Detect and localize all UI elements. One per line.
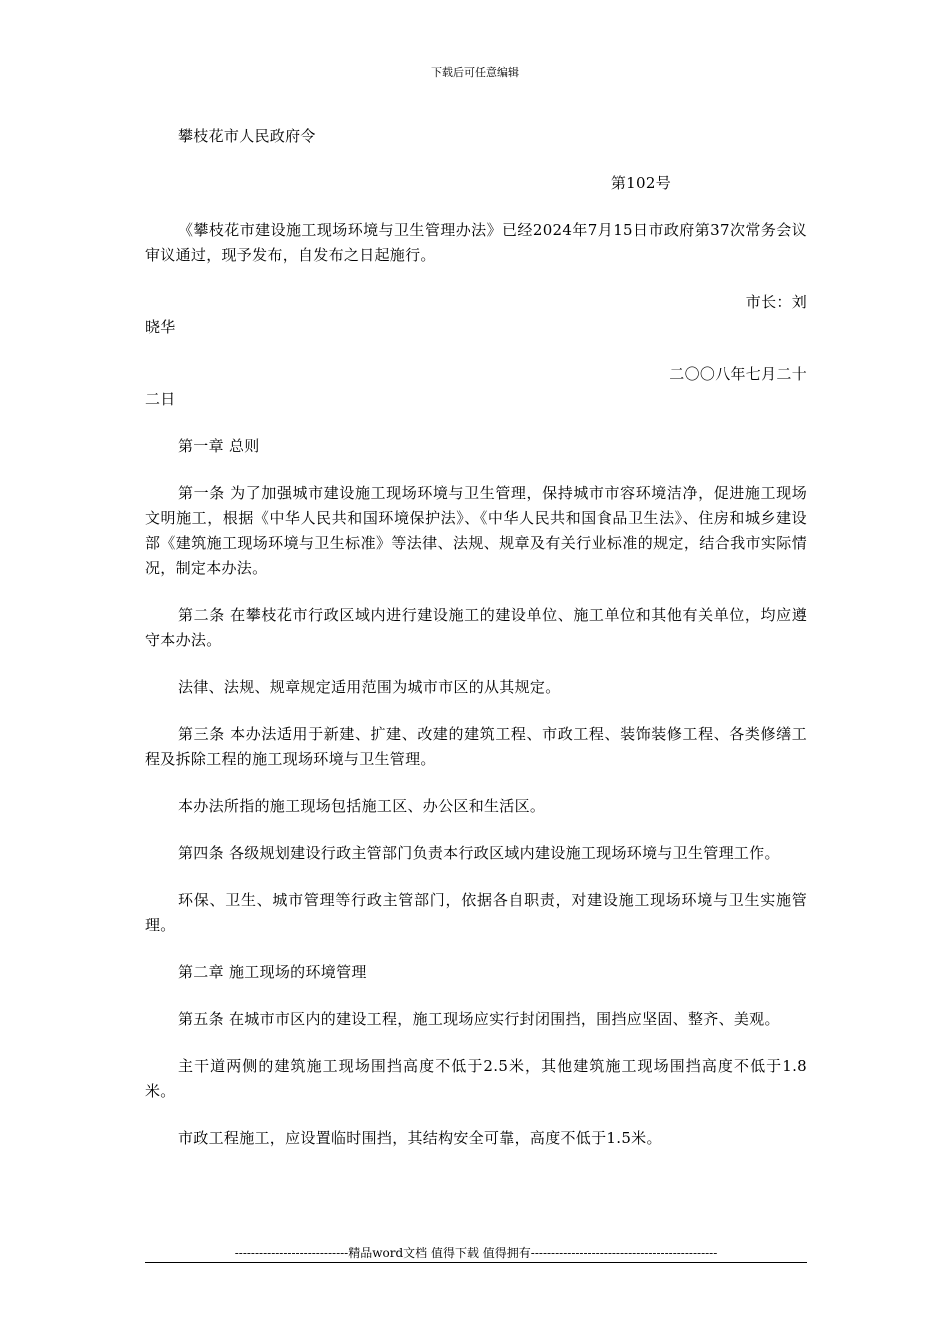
- mayor-signature: [145, 290, 807, 340]
- article-2-paragraph-2: 法律、法规、规章规定适用范围为城市市区的从其规定。: [178, 678, 561, 696]
- footer-text: ----------------------------精品word文档 值得下载 值得拥有----------------------------------------------: [234, 1246, 718, 1260]
- article-5-paragraph-3: 市政工程施工，应设置临时围挡，其结构安全可靠，高度不低于1.5米。: [178, 1129, 662, 1147]
- article-5-paragraph-2: 主干道两侧的建筑施工现场围挡高度不低于2.5米，其他建筑施工现场围挡高度不低于1.8米。: [145, 1057, 807, 1100]
- article-3: 第三条 本办法适用于新建、扩建、改建的建筑工程、市政工程、装饰装修工程、各类修缮工程及拆除工程的施工现场环境与卫生管理。: [145, 725, 807, 768]
- article-5: 第五条 在城市市区内的建设工程，施工现场应实行封闭围挡，围挡应坚固、整齐、美观。: [178, 1010, 780, 1028]
- article-4-paragraph-2: 环保、卫生、城市管理等行政主管部门，依据各自职责，对建设施工现场环境与卫生实施管理。: [145, 891, 807, 934]
- article-4: 第四条 各级规划建设行政主管部门负责本行政区域内建设施工现场环境与卫生管理工作。: [178, 844, 780, 862]
- footer-rule: [145, 1262, 807, 1263]
- issue-date: [145, 362, 807, 412]
- article-3-paragraph-2: 本办法所指的施工现场包括施工区、办公区和生活区。: [178, 797, 546, 815]
- document-body: [145, 124, 807, 1173]
- date-line-2: 二日: [145, 390, 176, 408]
- mayor-line-1: 市长：刘: [745, 293, 807, 311]
- article-2: 第二条 在攀枝花市行政区域内进行建设施工的建设单位、施工单位和其他有关单位，均应遵守本办法。: [145, 606, 807, 649]
- page-footer: [145, 1246, 807, 1263]
- chapter-1-title: 第一章 总则: [178, 437, 260, 455]
- date-line-1: 二〇〇八年七月二十: [669, 365, 807, 383]
- issuer-title: 攀枝花市人民政府令: [178, 127, 316, 145]
- header-note: 下载后可任意编辑: [431, 66, 519, 79]
- order-number: 第102号: [610, 174, 671, 192]
- chapter-2-title: 第二章 施工现场的环境管理: [178, 963, 367, 981]
- promulgation-paragraph: 《攀枝花市建设施工现场环境与卫生管理办法》已经2024年7月15日市政府第37次常务会议审议通过，现予发布，自发布之日起施行。: [145, 221, 807, 264]
- mayor-line-2: 晓华: [145, 318, 176, 336]
- article-1: 第一条 为了加强城市建设施工现场环境与卫生管理，保持城市市容环境洁净，促进施工现场文明施工，根据《中华人民共和国环境保护法》、《中华人民共和国食品卫生法》、住房和城乡建设部《建筑施工现场环境与卫生标准》等法律、法规、规章及有关行业标准的规定，结合我市实际情况，制定本办法。: [145, 484, 807, 577]
